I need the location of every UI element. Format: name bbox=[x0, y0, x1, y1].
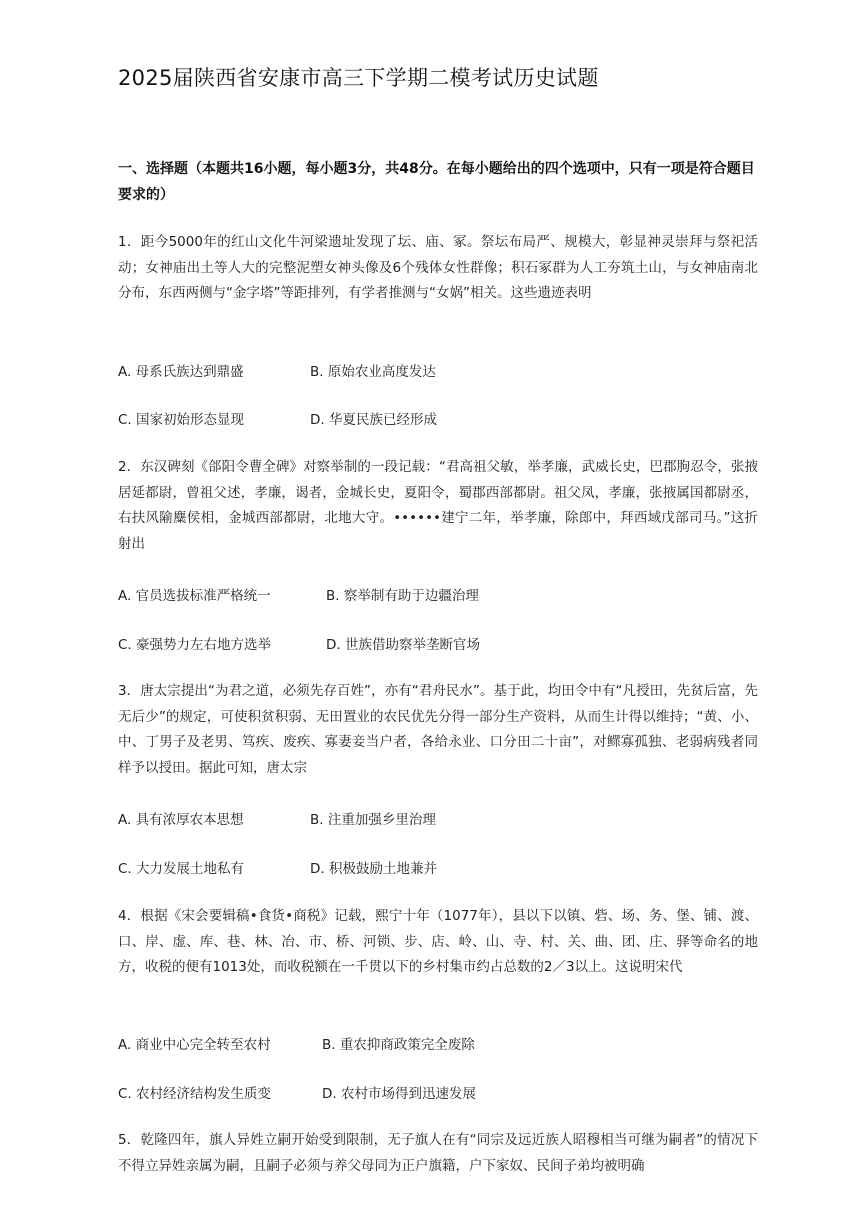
option-a: A. 商业中心完全转至农村 bbox=[118, 1037, 271, 1053]
option-b: B. 察举制有助于边疆治理 bbox=[326, 588, 479, 604]
option-a: A. 官员选拔标准严格统一 bbox=[118, 588, 271, 604]
option-b: B. 原始农业高度发达 bbox=[310, 364, 436, 380]
option-d: D. 积极鼓励土地兼并 bbox=[310, 861, 437, 877]
option-d: D. 农村市场得到迅速发展 bbox=[322, 1086, 476, 1102]
section-heading: 一、选择题（本题共16小题，每小题3分，共48分。在每小题给出的四个选项中，只有一项是符合题目要求的） bbox=[118, 161, 755, 203]
question-stem: 5．乾隆四年，旗人异姓立嗣开始受到限制，无子旗人在有“同宗及远近族人昭穆相当可继为嗣者”的情况下不得立异姓亲属为嗣，且嗣子必须与养父母同为正户旗籍，户下家奴、民间子弟均被明确 bbox=[118, 1132, 758, 1174]
option-a: A. 母系氏族达到鼎盛 bbox=[118, 364, 244, 380]
question-stem: 3．唐太宗提出“为君之道，必须先存百姓”，亦有“君舟民水”。基于此，均田令中有“凡授田，先贫后富，先无后少”的规定，可使积贫积弱、无田置业的农民优先分得一部分生产资料，从而生计得以维持；“黄、小、中、丁男子及老男、笃疾、废疾、寡妻妾当户者，各给永业、口分田二十亩”，对鳏寡孤独、老弱病残者同样予以授田。据此可知，唐太宗 bbox=[118, 683, 758, 776]
option-d: D. 华夏民族已经形成 bbox=[310, 412, 437, 428]
question-stem: 4．根据《宋会要辑稿•食货•商税》记载，熙宁十年（1077年），县以下以镇、砦、场、务、堡、铺、渡、口、岸、虚、库、巷、林、冶、市、桥、河锁、步、店、岭、山、寺、村、关、曲、团、庄、驿等命名的地方，收税的便有1013处，而收税额在一千贯以下的乡村集市约占总数的2／3以上。这说明宋代 bbox=[118, 908, 758, 975]
option-a: A. 具有浓厚农本思想 bbox=[118, 812, 244, 828]
option-c: C. 大力发展土地私有 bbox=[118, 861, 245, 877]
option-d: D. 世族借助察举垄断官场 bbox=[326, 637, 480, 653]
question-stem: 2．东汉碑刻《郃阳令曹全碑》对察举制的一段记载：“君高祖父敏，举孝廉，武威长史，巴郡朐忍令，张掖居延都尉，曾祖父述，孝廉，谒者，金城长史，夏阳令，蜀郡西部都尉。祖父凤，孝廉，张掖属国都尉丞，右扶风隃麋侯相，金城西部都尉，北地大守。••••••建宁二年，举孝廉，除郎中，拜西域戊部司马。”这折射出 bbox=[118, 459, 758, 552]
option-c: C. 农村经济结构发生质变 bbox=[118, 1086, 272, 1102]
question-stem: 1．距今5000年的红山文化牛河梁遗址发现了坛、庙、冢。祭坛布局严、规模大，彰显神灵崇拜与祭祀活动；女神庙出土等人大的完整泥塑女神头像及6个残体女性群像；积石冢群为人工夯筑土山，与女神庙南北分布，东西两侧与“金字塔”等距排列，有学者推测与“女娲”相关。这些遗迹表明 bbox=[118, 234, 758, 301]
page-title: 2025届陕西省安康市高三下学期二模考试历史试题 bbox=[118, 66, 599, 90]
option-c: C. 国家初始形态显现 bbox=[118, 412, 245, 428]
option-b: B. 重农抑商政策完全废除 bbox=[322, 1037, 475, 1053]
option-b: B. 注重加强乡里治理 bbox=[310, 812, 436, 828]
option-c: C. 豪强势力左右地方选举 bbox=[118, 637, 272, 653]
